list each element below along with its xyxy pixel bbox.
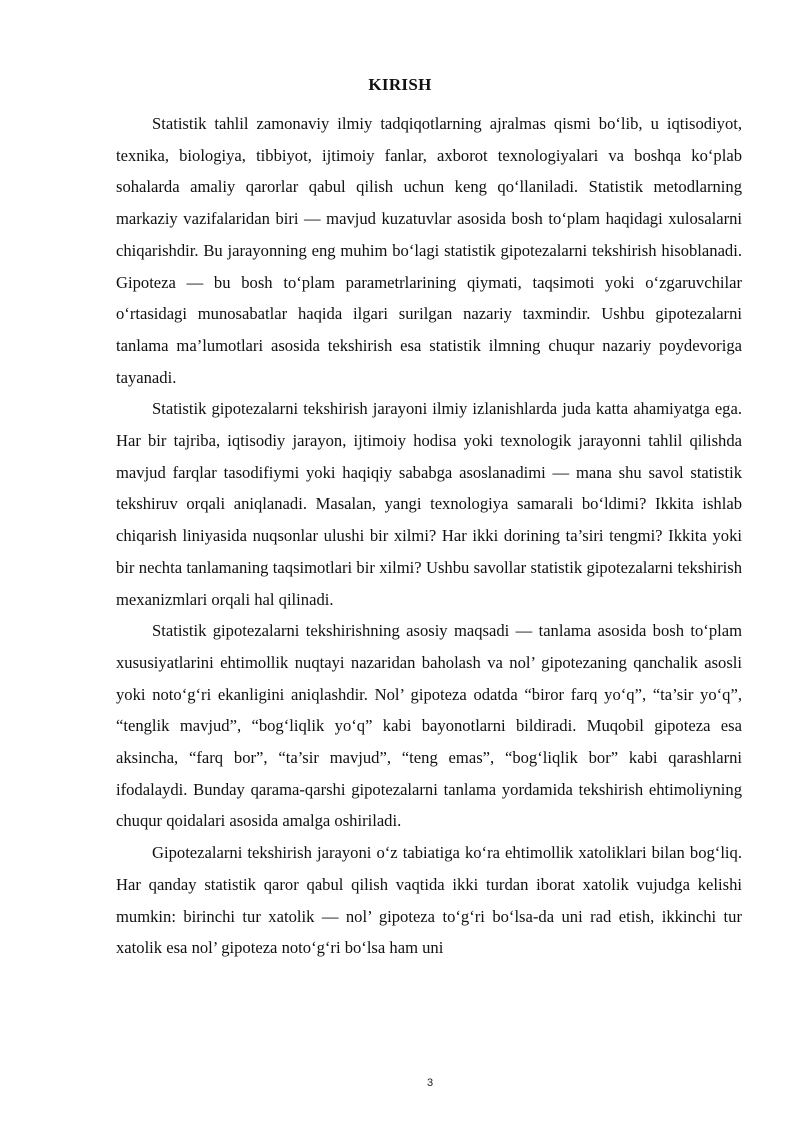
paragraph-3: Statistik gipotezalarni tekshirishning asosiy maqsadi — tanlama asosida bosh to‘plam xususiyatlarini ehtimollik nuqtayi nazaridan baholash va nol’ gipotezaning qanchalik asosli yoki noto‘g‘ri ekanligini aniqlashdir. Nol’ gipoteza odatda “biror farq yo‘q”, “ta’sir yo‘q”, “tenglik mavjud”, “bog‘liqlik yo‘q” kabi bayonotlarni bildiradi. Muqobil gipoteza esa aksincha, “farq bor”, “ta’sir mavjud”, “teng emas”, “bog‘liqlik bor” kabi qarashlarni ifodalaydi. Bunday qarama-qarshi gipotezalarni tanlama yordamida tekshirish ehtimoliyning chuqur qoidalari asosida amalga oshiriladi. (116, 621, 742, 831)
page-number: 3 (426, 1077, 434, 1089)
paragraph-4: Gipotezalarni tekshirish jarayoni o‘z tabiatiga ko‘ra ehtimollik xatoliklari bilan bog‘liq. Har qanday statistik qaror qabul qilish vaqtida ikki turdan iborat xatolik vujudga kelishi mumkin: birinchi tur xatolik — nol’ gipoteza to‘g‘ri bo‘lsa-da uni rad etish, ikkinchi tur xatolik esa nol’ gipoteza noto‘g‘ri bo‘lsa ham uni (116, 843, 742, 958)
body-text (116, 108, 742, 964)
page-title: KIRISH (368, 75, 432, 94)
paragraph-2: Statistik gipotezalarni tekshirish jarayoni ilmiy izlanishlarda juda katta ahamiyatga ega. Har bir tajriba, iqtisodiy jarayon, ijtimoiy hodisa yoki texnologik jarayonni tahlil qilishda mavjud farqlar tasodifiymi yoki haqiqiy sababga asoslanadimi — mana shu savol statistik tekshiruv orqali aniqlanadi. Masalan, yangi texnologiya samarali bo‘ldimi? Ikkita ishlab chiqarish liniyasida nuqsonlar ulushi bir xilmi? Har ikki dorining ta’siri tengmi? Ikkita yoki bir nechta tanlamaning taqsimotlari bir xilmi? Ushbu savollar statistik gipotezalarni tekshirish mexanizmlari orqali hal qilinadi. (116, 399, 742, 609)
paragraph-1: Statistik tahlil zamonaviy ilmiy tadqiqotlarning ajralmas qismi bo‘lib, u iqtisodiyot, texnika, biologiya, tibbiyot, ijtimoiy fanlar, axborot texnologiyalari va boshqa ko‘plab sohalarda amaliy qarorlar qabul qilish uchun keng qo‘llaniladi. Statistik metodlarning markaziy vazifalaridan biri — mavjud kuzatuvlar asosida bosh to‘plam haqidagi xulosalarni chiqarishdir. Bu jarayonning eng muhim bo‘lagi statistik gipotezalarni tekshirish hisoblanadi. Gipoteza — bu bosh to‘plam parametrlarining qiymati, taqsimoti yoki o‘zgaruvchilar o‘rtasidagi munosabatlar haqida ilgari surilgan nazariy taxmindir. Ushbu gipotezalarni tanlama ma’lumotlari asosida tekshirish esa statistik ilmning chuqur nazariy poydevoriga tayanadi. (116, 114, 742, 387)
